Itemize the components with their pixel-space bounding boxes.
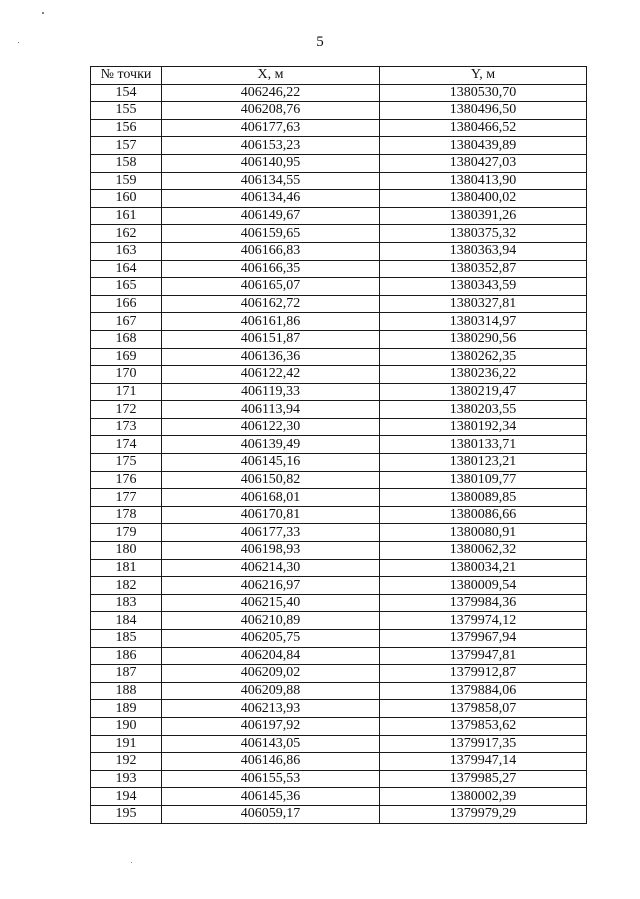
cell-x-coordinate: 406153,23: [162, 137, 380, 155]
table-row: [91, 225, 587, 243]
table-row: [91, 542, 587, 560]
table-row: [91, 154, 587, 172]
table-row: [91, 682, 587, 700]
header-y-coordinate: Y, м: [380, 67, 587, 85]
table-row: [91, 418, 587, 436]
cell-point-number: 187: [91, 665, 162, 683]
cell-point-number: 185: [91, 630, 162, 648]
cell-y-coordinate: 1380496,50: [380, 102, 587, 120]
cell-y-coordinate: 1379884,06: [380, 682, 587, 700]
cell-x-coordinate: 406205,75: [162, 630, 380, 648]
cell-y-coordinate: 1379858,07: [380, 700, 587, 718]
coordinates-table: [90, 66, 587, 824]
cell-point-number: 181: [91, 559, 162, 577]
cell-x-coordinate: 406140,95: [162, 154, 380, 172]
cell-y-coordinate: 1380034,21: [380, 559, 587, 577]
table-row: [91, 506, 587, 524]
table-row: [91, 788, 587, 806]
cell-point-number: 174: [91, 436, 162, 454]
table-row: [91, 717, 587, 735]
cell-x-coordinate: 406122,42: [162, 366, 380, 384]
table-row: [91, 647, 587, 665]
cell-point-number: 161: [91, 207, 162, 225]
cell-point-number: 177: [91, 489, 162, 507]
cell-x-coordinate: 406198,93: [162, 542, 380, 560]
cell-x-coordinate: 406209,88: [162, 682, 380, 700]
cell-x-coordinate: 406213,93: [162, 700, 380, 718]
cell-y-coordinate: 1379985,27: [380, 770, 587, 788]
cell-point-number: 159: [91, 172, 162, 190]
cell-y-coordinate: 1380080,91: [380, 524, 587, 542]
cell-y-coordinate: 1380203,55: [380, 401, 587, 419]
cell-point-number: 171: [91, 383, 162, 401]
cell-x-coordinate: 406151,87: [162, 330, 380, 348]
cell-y-coordinate: 1380262,35: [380, 348, 587, 366]
table-row: [91, 524, 587, 542]
cell-y-coordinate: 1379974,12: [380, 612, 587, 630]
cell-point-number: 192: [91, 753, 162, 771]
table-row: [91, 436, 587, 454]
cell-x-coordinate: 406166,83: [162, 242, 380, 260]
cell-x-coordinate: 406170,81: [162, 506, 380, 524]
cell-point-number: 183: [91, 594, 162, 612]
cell-x-coordinate: 406146,86: [162, 753, 380, 771]
table-row: [91, 383, 587, 401]
table-row: [91, 190, 587, 208]
cell-point-number: 194: [91, 788, 162, 806]
table-row: [91, 770, 587, 788]
cell-y-coordinate: 1380375,32: [380, 225, 587, 243]
cell-x-coordinate: 406208,76: [162, 102, 380, 120]
cell-point-number: 178: [91, 506, 162, 524]
cell-point-number: 169: [91, 348, 162, 366]
table-row: [91, 260, 587, 278]
cell-y-coordinate: 1380219,47: [380, 383, 587, 401]
cell-x-coordinate: 406216,97: [162, 577, 380, 595]
cell-y-coordinate: 1380530,70: [380, 84, 587, 102]
cell-point-number: 193: [91, 770, 162, 788]
cell-y-coordinate: 1380109,77: [380, 471, 587, 489]
cell-x-coordinate: 406209,02: [162, 665, 380, 683]
table-row: [91, 559, 587, 577]
table-row: [91, 172, 587, 190]
cell-y-coordinate: 1380123,21: [380, 454, 587, 472]
cell-y-coordinate: 1380343,59: [380, 278, 587, 296]
page-number: 5: [316, 34, 324, 50]
table-row: [91, 665, 587, 683]
cell-y-coordinate: 1380192,34: [380, 418, 587, 436]
cell-point-number: 182: [91, 577, 162, 595]
cell-y-coordinate: 1380466,52: [380, 119, 587, 137]
cell-y-coordinate: 1380009,54: [380, 577, 587, 595]
cell-x-coordinate: 406136,36: [162, 348, 380, 366]
cell-point-number: 172: [91, 401, 162, 419]
cell-point-number: 176: [91, 471, 162, 489]
cell-point-number: 195: [91, 805, 162, 823]
cell-point-number: 175: [91, 454, 162, 472]
cell-x-coordinate: 406113,94: [162, 401, 380, 419]
cell-point-number: 179: [91, 524, 162, 542]
cell-y-coordinate: 1380400,02: [380, 190, 587, 208]
cell-x-coordinate: 406246,22: [162, 84, 380, 102]
cell-x-coordinate: 406162,72: [162, 295, 380, 313]
cell-point-number: 156: [91, 119, 162, 137]
cell-point-number: 165: [91, 278, 162, 296]
table-row: [91, 330, 587, 348]
cell-y-coordinate: 1379984,36: [380, 594, 587, 612]
table-row: [91, 577, 587, 595]
table-row: [91, 735, 587, 753]
cell-point-number: 180: [91, 542, 162, 560]
cell-y-coordinate: 1380363,94: [380, 242, 587, 260]
scan-speck: [131, 862, 132, 863]
cell-x-coordinate: 406159,65: [162, 225, 380, 243]
table-row: [91, 278, 587, 296]
table-row: [91, 366, 587, 384]
cell-x-coordinate: 406197,92: [162, 717, 380, 735]
header-point-number: № точки: [91, 67, 162, 85]
cell-point-number: 160: [91, 190, 162, 208]
cell-x-coordinate: 406166,35: [162, 260, 380, 278]
cell-x-coordinate: 406143,05: [162, 735, 380, 753]
cell-y-coordinate: 1380413,90: [380, 172, 587, 190]
cell-y-coordinate: 1380439,89: [380, 137, 587, 155]
cell-x-coordinate: 406145,16: [162, 454, 380, 472]
cell-y-coordinate: 1379917,35: [380, 735, 587, 753]
cell-point-number: 157: [91, 137, 162, 155]
cell-x-coordinate: 406210,89: [162, 612, 380, 630]
cell-y-coordinate: 1379912,87: [380, 665, 587, 683]
cell-y-coordinate: 1380290,56: [380, 330, 587, 348]
cell-point-number: 191: [91, 735, 162, 753]
cell-x-coordinate: 406134,46: [162, 190, 380, 208]
cell-x-coordinate: 406139,49: [162, 436, 380, 454]
table-row: [91, 207, 587, 225]
cell-y-coordinate: 1380314,97: [380, 313, 587, 331]
table-row: [91, 84, 587, 102]
cell-x-coordinate: 406119,33: [162, 383, 380, 401]
table-row: [91, 594, 587, 612]
cell-y-coordinate: 1379967,94: [380, 630, 587, 648]
table-row: [91, 630, 587, 648]
cell-point-number: 190: [91, 717, 162, 735]
cell-point-number: 188: [91, 682, 162, 700]
cell-x-coordinate: 406122,30: [162, 418, 380, 436]
table-row: [91, 700, 587, 718]
cell-y-coordinate: 1380089,85: [380, 489, 587, 507]
cell-point-number: 173: [91, 418, 162, 436]
cell-x-coordinate: 406214,30: [162, 559, 380, 577]
cell-point-number: 163: [91, 242, 162, 260]
cell-point-number: 168: [91, 330, 162, 348]
cell-x-coordinate: 406177,63: [162, 119, 380, 137]
table-row: [91, 102, 587, 120]
header-x-coordinate: X, м: [162, 67, 380, 85]
table-body: [91, 84, 587, 823]
cell-point-number: 166: [91, 295, 162, 313]
cell-x-coordinate: 406149,67: [162, 207, 380, 225]
cell-y-coordinate: 1380352,87: [380, 260, 587, 278]
cell-x-coordinate: 406134,55: [162, 172, 380, 190]
cell-x-coordinate: 406155,53: [162, 770, 380, 788]
cell-x-coordinate: 406177,33: [162, 524, 380, 542]
cell-y-coordinate: 1380002,39: [380, 788, 587, 806]
table-row: [91, 753, 587, 771]
cell-x-coordinate: 406150,82: [162, 471, 380, 489]
cell-y-coordinate: 1379947,14: [380, 753, 587, 771]
cell-x-coordinate: 406145,36: [162, 788, 380, 806]
cell-point-number: 158: [91, 154, 162, 172]
table-row: [91, 119, 587, 137]
table-row: [91, 489, 587, 507]
cell-y-coordinate: 1379979,29: [380, 805, 587, 823]
cell-point-number: 170: [91, 366, 162, 384]
table-row: [91, 313, 587, 331]
cell-point-number: 184: [91, 612, 162, 630]
cell-x-coordinate: 406204,84: [162, 647, 380, 665]
table-row: [91, 612, 587, 630]
cell-y-coordinate: 1380062,32: [380, 542, 587, 560]
cell-x-coordinate: 406168,01: [162, 489, 380, 507]
cell-point-number: 155: [91, 102, 162, 120]
cell-point-number: 154: [91, 84, 162, 102]
table-row: [91, 348, 587, 366]
scan-speck: [42, 12, 44, 14]
cell-x-coordinate: 406215,40: [162, 594, 380, 612]
cell-point-number: 186: [91, 647, 162, 665]
table-row: [91, 137, 587, 155]
cell-point-number: 162: [91, 225, 162, 243]
cell-point-number: 164: [91, 260, 162, 278]
cell-x-coordinate: 406059,17: [162, 805, 380, 823]
cell-point-number: 189: [91, 700, 162, 718]
cell-y-coordinate: 1379853,62: [380, 717, 587, 735]
cell-point-number: 167: [91, 313, 162, 331]
table-row: [91, 401, 587, 419]
cell-y-coordinate: 1380427,03: [380, 154, 587, 172]
cell-y-coordinate: 1379947,81: [380, 647, 587, 665]
cell-x-coordinate: 406165,07: [162, 278, 380, 296]
cell-x-coordinate: 406161,86: [162, 313, 380, 331]
table-row: [91, 805, 587, 823]
cell-y-coordinate: 1380391,26: [380, 207, 587, 225]
table-row: [91, 242, 587, 260]
cell-y-coordinate: 1380086,66: [380, 506, 587, 524]
table-header-row: [91, 67, 587, 85]
cell-y-coordinate: 1380327,81: [380, 295, 587, 313]
table-row: [91, 471, 587, 489]
table-row: [91, 454, 587, 472]
table-row: [91, 295, 587, 313]
cell-y-coordinate: 1380236,22: [380, 366, 587, 384]
cell-y-coordinate: 1380133,71: [380, 436, 587, 454]
